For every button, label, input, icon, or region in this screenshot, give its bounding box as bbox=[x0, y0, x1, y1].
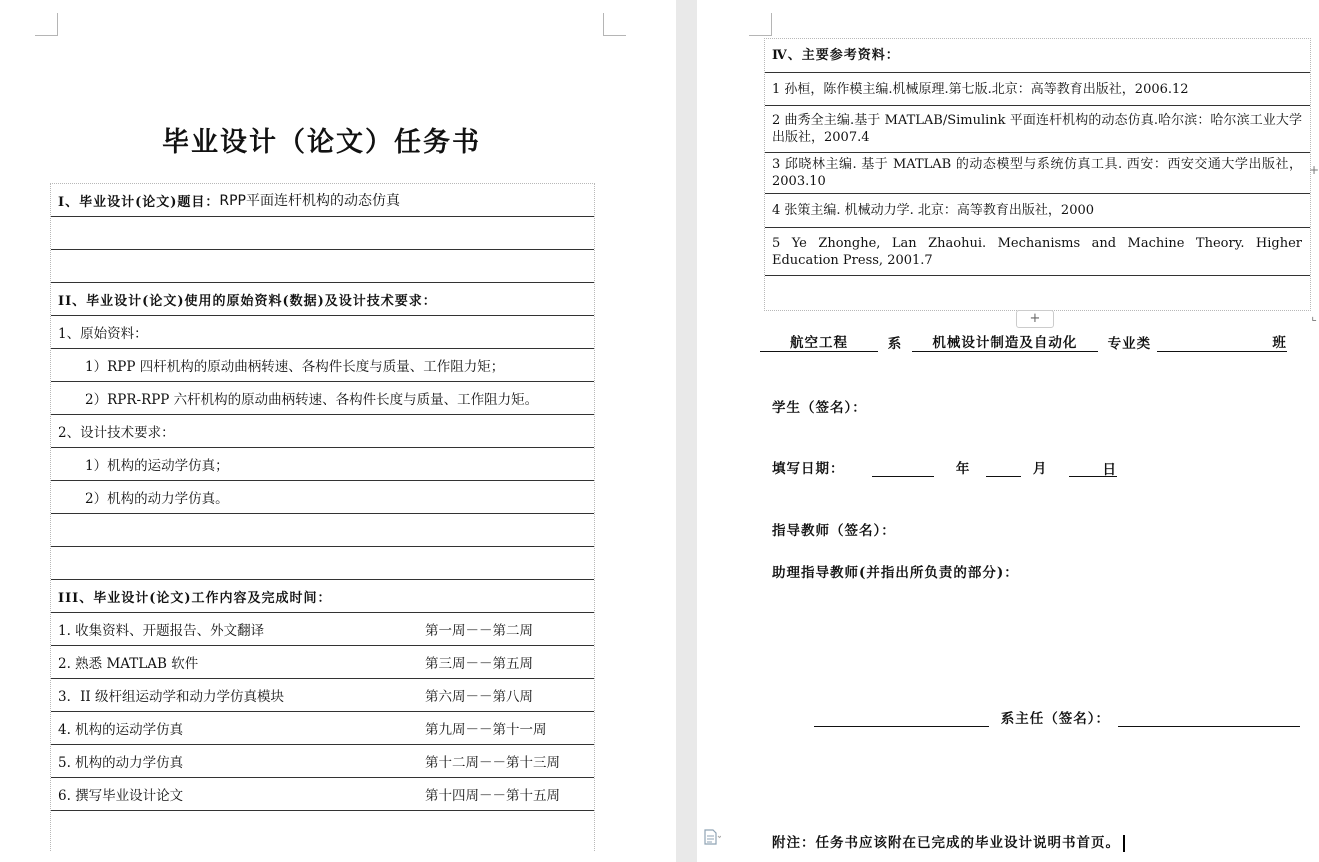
references-heading: Ⅳ、主要参考资料： bbox=[772, 48, 900, 63]
section1-heading: I、毕业设计(论文)题目： bbox=[58, 194, 220, 210]
section2-heading-row[interactable] bbox=[51, 283, 594, 316]
list-item: 1）RPP 四杆机构的原动曲柄转速、各构件长度与质量、工作阻力矩； bbox=[85, 359, 505, 375]
materials-item-row[interactable] bbox=[51, 382, 594, 415]
empty-row[interactable] bbox=[51, 547, 594, 580]
task-period: 第九周－－第十一周 bbox=[425, 722, 547, 738]
table-resize-handle[interactable] bbox=[1307, 309, 1319, 327]
table-row[interactable] bbox=[51, 778, 594, 811]
assistant-advisor-signature: 助理指导教师(并指出所负责的部分)： bbox=[772, 565, 1019, 581]
list-item: 2）机构的动力学仿真。 bbox=[85, 491, 229, 507]
class-suffix: 班 bbox=[1272, 335, 1287, 351]
reference-item: 4 张策主编. 机械动力学. 北京：高等教育出版社，2000 bbox=[772, 203, 1095, 218]
task-period: 第一周－－第二周 bbox=[425, 623, 533, 639]
task-period: 第三周－－第五周 bbox=[425, 656, 533, 672]
task-period: 第十二周－－第十三周 bbox=[425, 755, 560, 771]
task-name: 3．II 级杆组运动学和动力学仿真模块 bbox=[58, 689, 285, 705]
list-item: 2）RPR-RPP 六杆机构的原动曲柄转速、各构件长度与质量、工作阻力矩。 bbox=[85, 392, 539, 408]
year-label: 年 bbox=[955, 461, 971, 477]
requirements-item-row[interactable] bbox=[51, 481, 594, 514]
dept-head-left-field[interactable] bbox=[814, 708, 989, 727]
resize-handle-icon: ⌞ bbox=[1311, 309, 1317, 323]
empty-row[interactable] bbox=[51, 811, 594, 851]
advisor-signature: 指导教师（签名）： bbox=[772, 523, 896, 539]
reference-row[interactable] bbox=[765, 153, 1310, 194]
reference-item: 5 Ye Zhonghe, Lan Zhaohui. Mechanisms and Machine Theory. Higher Education Press, 2001.7 bbox=[772, 235, 1302, 268]
department-field[interactable] bbox=[760, 331, 878, 352]
section2-heading: II、毕业设计(论文)使用的原始资料(数据)及设计技术要求： bbox=[58, 293, 437, 309]
day-label: 日 bbox=[1102, 462, 1118, 478]
month-field[interactable] bbox=[986, 458, 1021, 477]
thesis-title-value: RPP平面连杆机构的动态仿真 bbox=[219, 193, 401, 209]
document-title: 毕业设计（论文）任务书 bbox=[162, 127, 481, 158]
page-gutter bbox=[676, 0, 697, 862]
list-item: 2、设计技术要求： bbox=[58, 425, 175, 441]
task-period: 第六周－－第八周 bbox=[425, 689, 533, 705]
reference-item: 3 邱晓林主编. 基于 MATLAB 的动态模型与系统仿真工具. 西安：西安交通大学出版社，2003.10 bbox=[772, 157, 1302, 189]
major-name: 机械设计制造及自动化 bbox=[932, 335, 1078, 351]
section3-heading-row[interactable] bbox=[51, 580, 594, 613]
department-line bbox=[760, 331, 1287, 352]
empty-row[interactable] bbox=[51, 250, 594, 283]
table-row[interactable] bbox=[51, 745, 594, 778]
add-column-button[interactable] bbox=[1307, 163, 1319, 181]
requirements-label-row[interactable] bbox=[51, 415, 594, 448]
references-heading-row[interactable] bbox=[765, 39, 1310, 73]
right-page bbox=[697, 0, 1319, 862]
footnote-text: 附注：任务书应该附在已完成的毕业设计说明书首页。 bbox=[772, 835, 1120, 851]
dept-head-right-field[interactable] bbox=[1118, 708, 1300, 727]
task-name: 2. 熟悉 MATLAB 软件 bbox=[58, 656, 199, 672]
plus-icon: + bbox=[1029, 311, 1041, 326]
empty-row[interactable] bbox=[51, 217, 594, 250]
task-period: 第十四周－－第十五周 bbox=[425, 788, 560, 804]
department-name: 航空工程 bbox=[790, 335, 848, 351]
materials-item-row[interactable] bbox=[51, 349, 594, 382]
task-name: 5. 机构的动力学仿真 bbox=[58, 755, 184, 771]
section1-row[interactable] bbox=[51, 184, 594, 217]
class-field[interactable] bbox=[1157, 331, 1287, 352]
day-field[interactable] bbox=[1069, 458, 1117, 477]
department-suffix: 系 bbox=[887, 336, 903, 352]
crop-mark-top-left bbox=[749, 13, 772, 36]
table-row[interactable] bbox=[51, 679, 594, 712]
dept-head-line bbox=[814, 707, 1300, 727]
list-item: 1）机构的运动学仿真； bbox=[85, 458, 229, 474]
reference-item: 1 孙桓，陈作模主编.机械原理.第七版.北京：高等教育出版社，2006.12 bbox=[772, 81, 1189, 97]
requirements-item-row[interactable] bbox=[51, 448, 594, 481]
empty-row[interactable] bbox=[51, 514, 594, 547]
text-cursor bbox=[1123, 835, 1125, 852]
date-label: 填写日期： bbox=[772, 461, 845, 477]
year-field[interactable] bbox=[872, 458, 934, 477]
plus-icon: + bbox=[1308, 163, 1319, 177]
section3-heading: III、毕业设计(论文)工作内容及完成时间： bbox=[58, 590, 332, 606]
dept-head-signature: 系主任（签名）： bbox=[1000, 711, 1110, 727]
reference-row[interactable] bbox=[765, 228, 1310, 276]
add-row-button[interactable] bbox=[1016, 310, 1054, 328]
crop-mark-top-right bbox=[603, 13, 626, 36]
major-suffix: 专业类 bbox=[1107, 336, 1152, 352]
reference-row[interactable] bbox=[765, 73, 1310, 106]
task-name: 6. 撰写毕业设计论文 bbox=[58, 788, 184, 804]
month-label: 月 bbox=[1032, 461, 1048, 477]
footnote bbox=[772, 831, 1125, 852]
major-field[interactable] bbox=[912, 331, 1098, 352]
task-name: 1. 收集资料、开题报告、外文翻译 bbox=[58, 623, 265, 639]
date-line bbox=[772, 457, 1117, 477]
document-icon[interactable] bbox=[703, 829, 721, 849]
references-table bbox=[764, 38, 1311, 311]
table-row[interactable] bbox=[51, 646, 594, 679]
list-item: 1、原始资料： bbox=[58, 326, 148, 342]
reference-item: 2 曲秀全主编.基于 MATLAB/Simulink 平面连杆机构的动态仿真.哈尔滨：哈尔滨工业大学出版社，2007.4 bbox=[772, 113, 1302, 145]
table-row[interactable] bbox=[51, 712, 594, 745]
student-signature: 学生（签名）： bbox=[772, 400, 867, 416]
reference-row[interactable] bbox=[765, 106, 1310, 153]
task-table bbox=[50, 183, 595, 851]
table-row[interactable] bbox=[51, 613, 594, 646]
crop-mark-top-left bbox=[35, 13, 58, 36]
task-name: 4. 机构的运动学仿真 bbox=[58, 722, 184, 738]
materials-label-row[interactable] bbox=[51, 316, 594, 349]
reference-row[interactable] bbox=[765, 194, 1310, 228]
